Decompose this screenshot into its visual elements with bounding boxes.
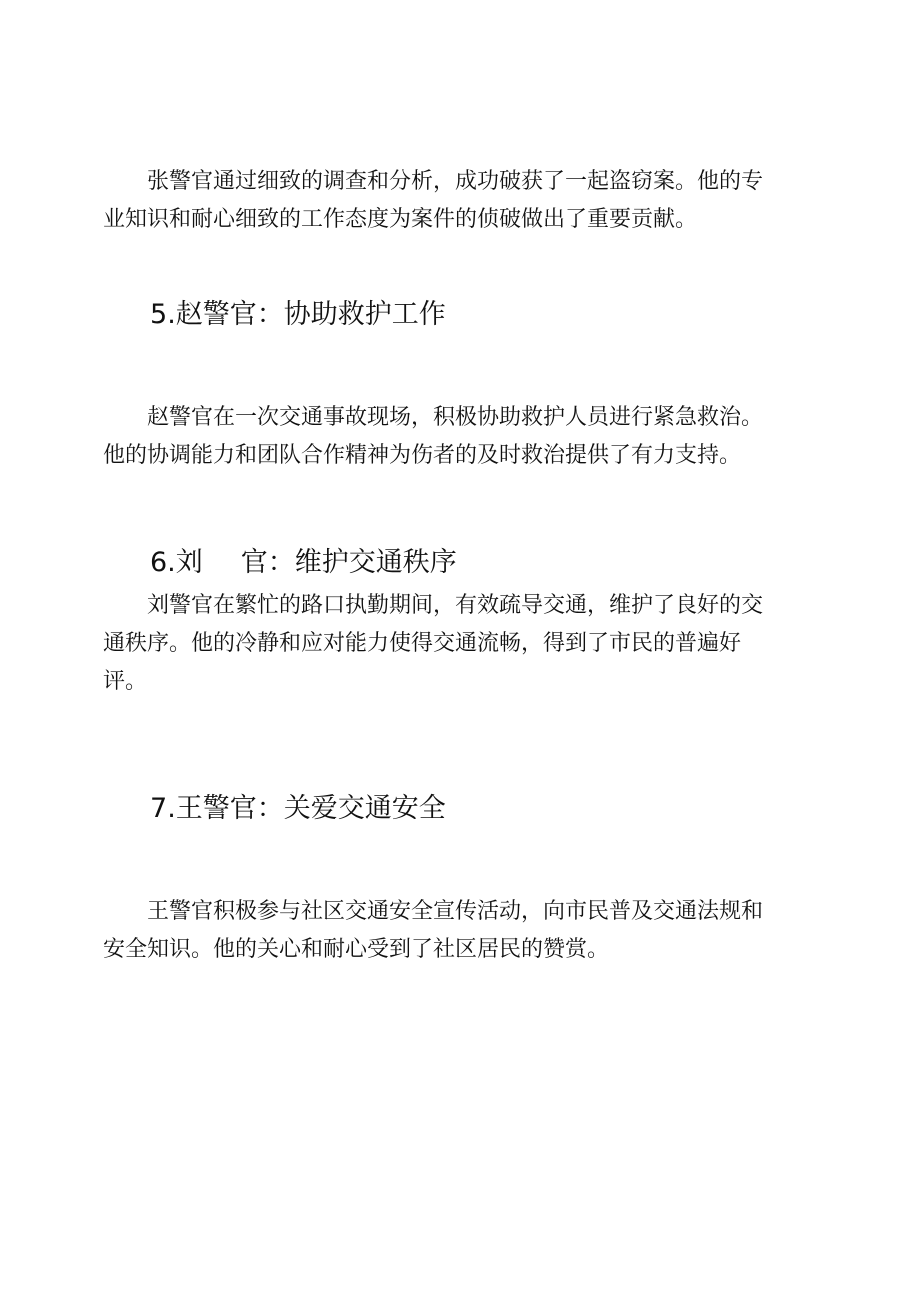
paragraph-line: 通秩序。他的冷静和应对能力使得交通流畅，得到了市民的普遍好	[103, 631, 742, 656]
paragraph-wang	[103, 893, 803, 969]
heading-text: .赵警官：协助救护工作	[167, 299, 446, 330]
heading-text: 官：维护交通秩序	[240, 547, 457, 578]
section-heading-7	[150, 792, 446, 826]
paragraph-line: 他的协调能力和团队合作精神为伤者的及时救治提供了有力支持。	[103, 443, 742, 468]
paragraph-line: 赵警官在一次交通事故现场，积极协助救护人员进行紧急救治。	[103, 405, 764, 430]
heading-number: 7	[150, 793, 168, 824]
section-heading-6	[150, 546, 457, 580]
paragraph-line: 王警官积极参与社区交通安全宣传活动，向市民普及交通法规和	[103, 899, 764, 924]
paragraph-zhao	[103, 399, 803, 475]
heading-number: 5	[150, 299, 168, 330]
paragraph-line: 业知识和耐心细致的工作态度为案件的侦破做出了重要贡献。	[103, 207, 698, 232]
paragraph-line: 张警官通过细致的调查和分析，成功破获了一起盗窃案。他的专	[103, 169, 764, 194]
heading-text: .王警官：关爱交通安全	[167, 793, 446, 824]
heading-number: 6.刘	[150, 547, 203, 578]
paragraph-line: 安全知识。他的关心和耐心受到了社区居民的赞赏。	[103, 937, 610, 962]
paragraph-line: 刘警官在繁忙的路口执勤期间，有效疏导交通，维护了良好的交	[103, 593, 764, 618]
paragraph-liu	[103, 587, 803, 701]
paragraph-line: 评。	[103, 669, 148, 694]
section-heading-5	[150, 298, 446, 332]
paragraph-zhang	[103, 163, 803, 239]
